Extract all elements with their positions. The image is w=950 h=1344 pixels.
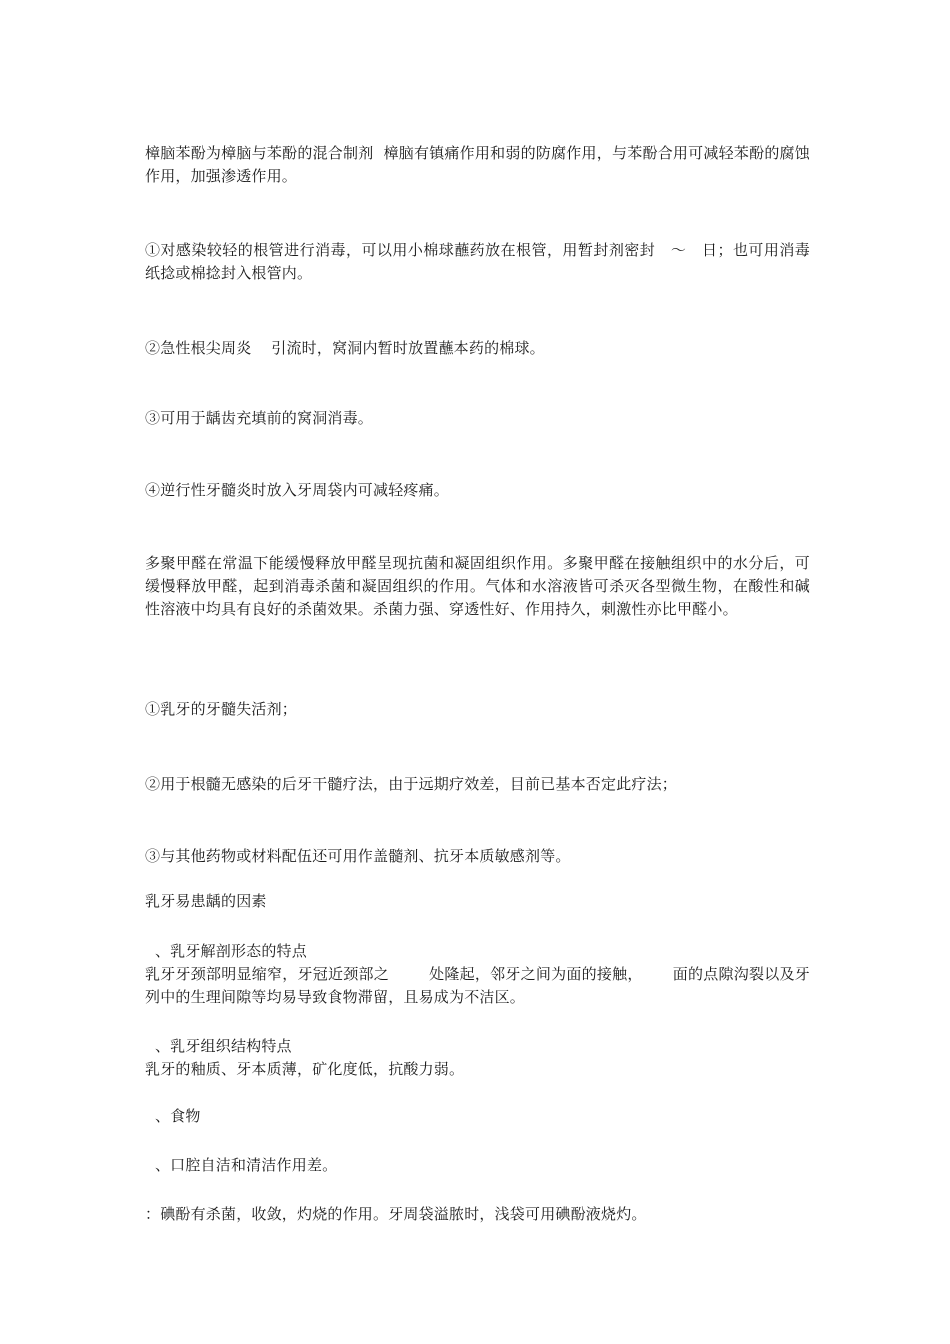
paragraph-camphor-phenol: 樟脑苯酚为樟脑与苯酚的混合制剂 樟脑有镇痛作用和弱的防腐作用，与苯酚合用可减轻苯酚的腐蚀作用，加强渗透作用。 — [145, 144, 810, 185]
paragraph-structure: 乳牙的釉质、牙本质薄，矿化度低，抗酸力弱。 — [145, 1060, 465, 1078]
paragraph-paraformaldehyde: 多聚甲醛在常温下能缓慢释放甲醛呈现抗菌和凝固组织作用。多聚甲醛在接触组织中的水分后，可缓慢释放甲醛，起到消毒杀菌和凝固组织的作用。气体和水溶液皆可杀灭各型微生物，在酸性和碱性溶液中均具有良好的杀菌效果。杀菌力强、穿透性好、作用持久，刺激性亦比甲醛小。 — [145, 554, 810, 618]
paragraph-iodophenol: ：碘酚有杀菌，收敛，灼烧的作用。牙周袋溢脓时，浅袋可用碘酚液烧灼。 — [145, 1205, 647, 1223]
paragraph-usage-1: ①对感染较轻的根管进行消毒，可以用小棉球蘸药放在根管，用暂封剂密封 ～ 日；也可用消毒纸捻或棉捻封入根管内。 — [145, 241, 810, 282]
paragraph-usage-3: ③可用于龋齿充填前的窝洞消毒。 — [145, 409, 374, 427]
subheading-oral-cleaning: 、口腔自洁和清洁作用差。 — [145, 1156, 338, 1174]
subheading-anatomy: 、乳牙解剖形态的特点 — [145, 942, 307, 960]
subheading-structure: 、乳牙组织结构特点 — [145, 1037, 292, 1055]
paragraph-usage-2: ②急性根尖周炎 引流时，窝洞内暂时放置蘸本药的棉球。 — [145, 339, 545, 357]
paragraph-para-usage-2: ②用于根髓无感染的后牙干髓疗法，由于远期疗效差，目前已基本否定此疗法； — [145, 775, 678, 793]
paragraph-para-usage-3: ③与其他药物或材料配伍还可用作盖髓剂、抗牙本质敏感剂等。 — [145, 847, 571, 865]
subheading-food: 、食物 — [145, 1107, 201, 1125]
paragraph-anatomy: 乳牙牙颈部明显缩窄，牙冠近颈部之 处隆起，邻牙之间为面的接触， 面的点隙沟裂以及牙列中的生理间隙等均易导致食物滞留，且易成为不洁区。 — [145, 965, 810, 1006]
paragraph-usage-4: ④逆行性牙髓炎时放入牙周袋内可减轻疼痛。 — [145, 481, 450, 499]
section-heading-caries-factors: 乳牙易患龋的因素 — [145, 892, 267, 910]
paragraph-para-usage-1: ①乳牙的牙髓失活剂； — [145, 700, 298, 718]
